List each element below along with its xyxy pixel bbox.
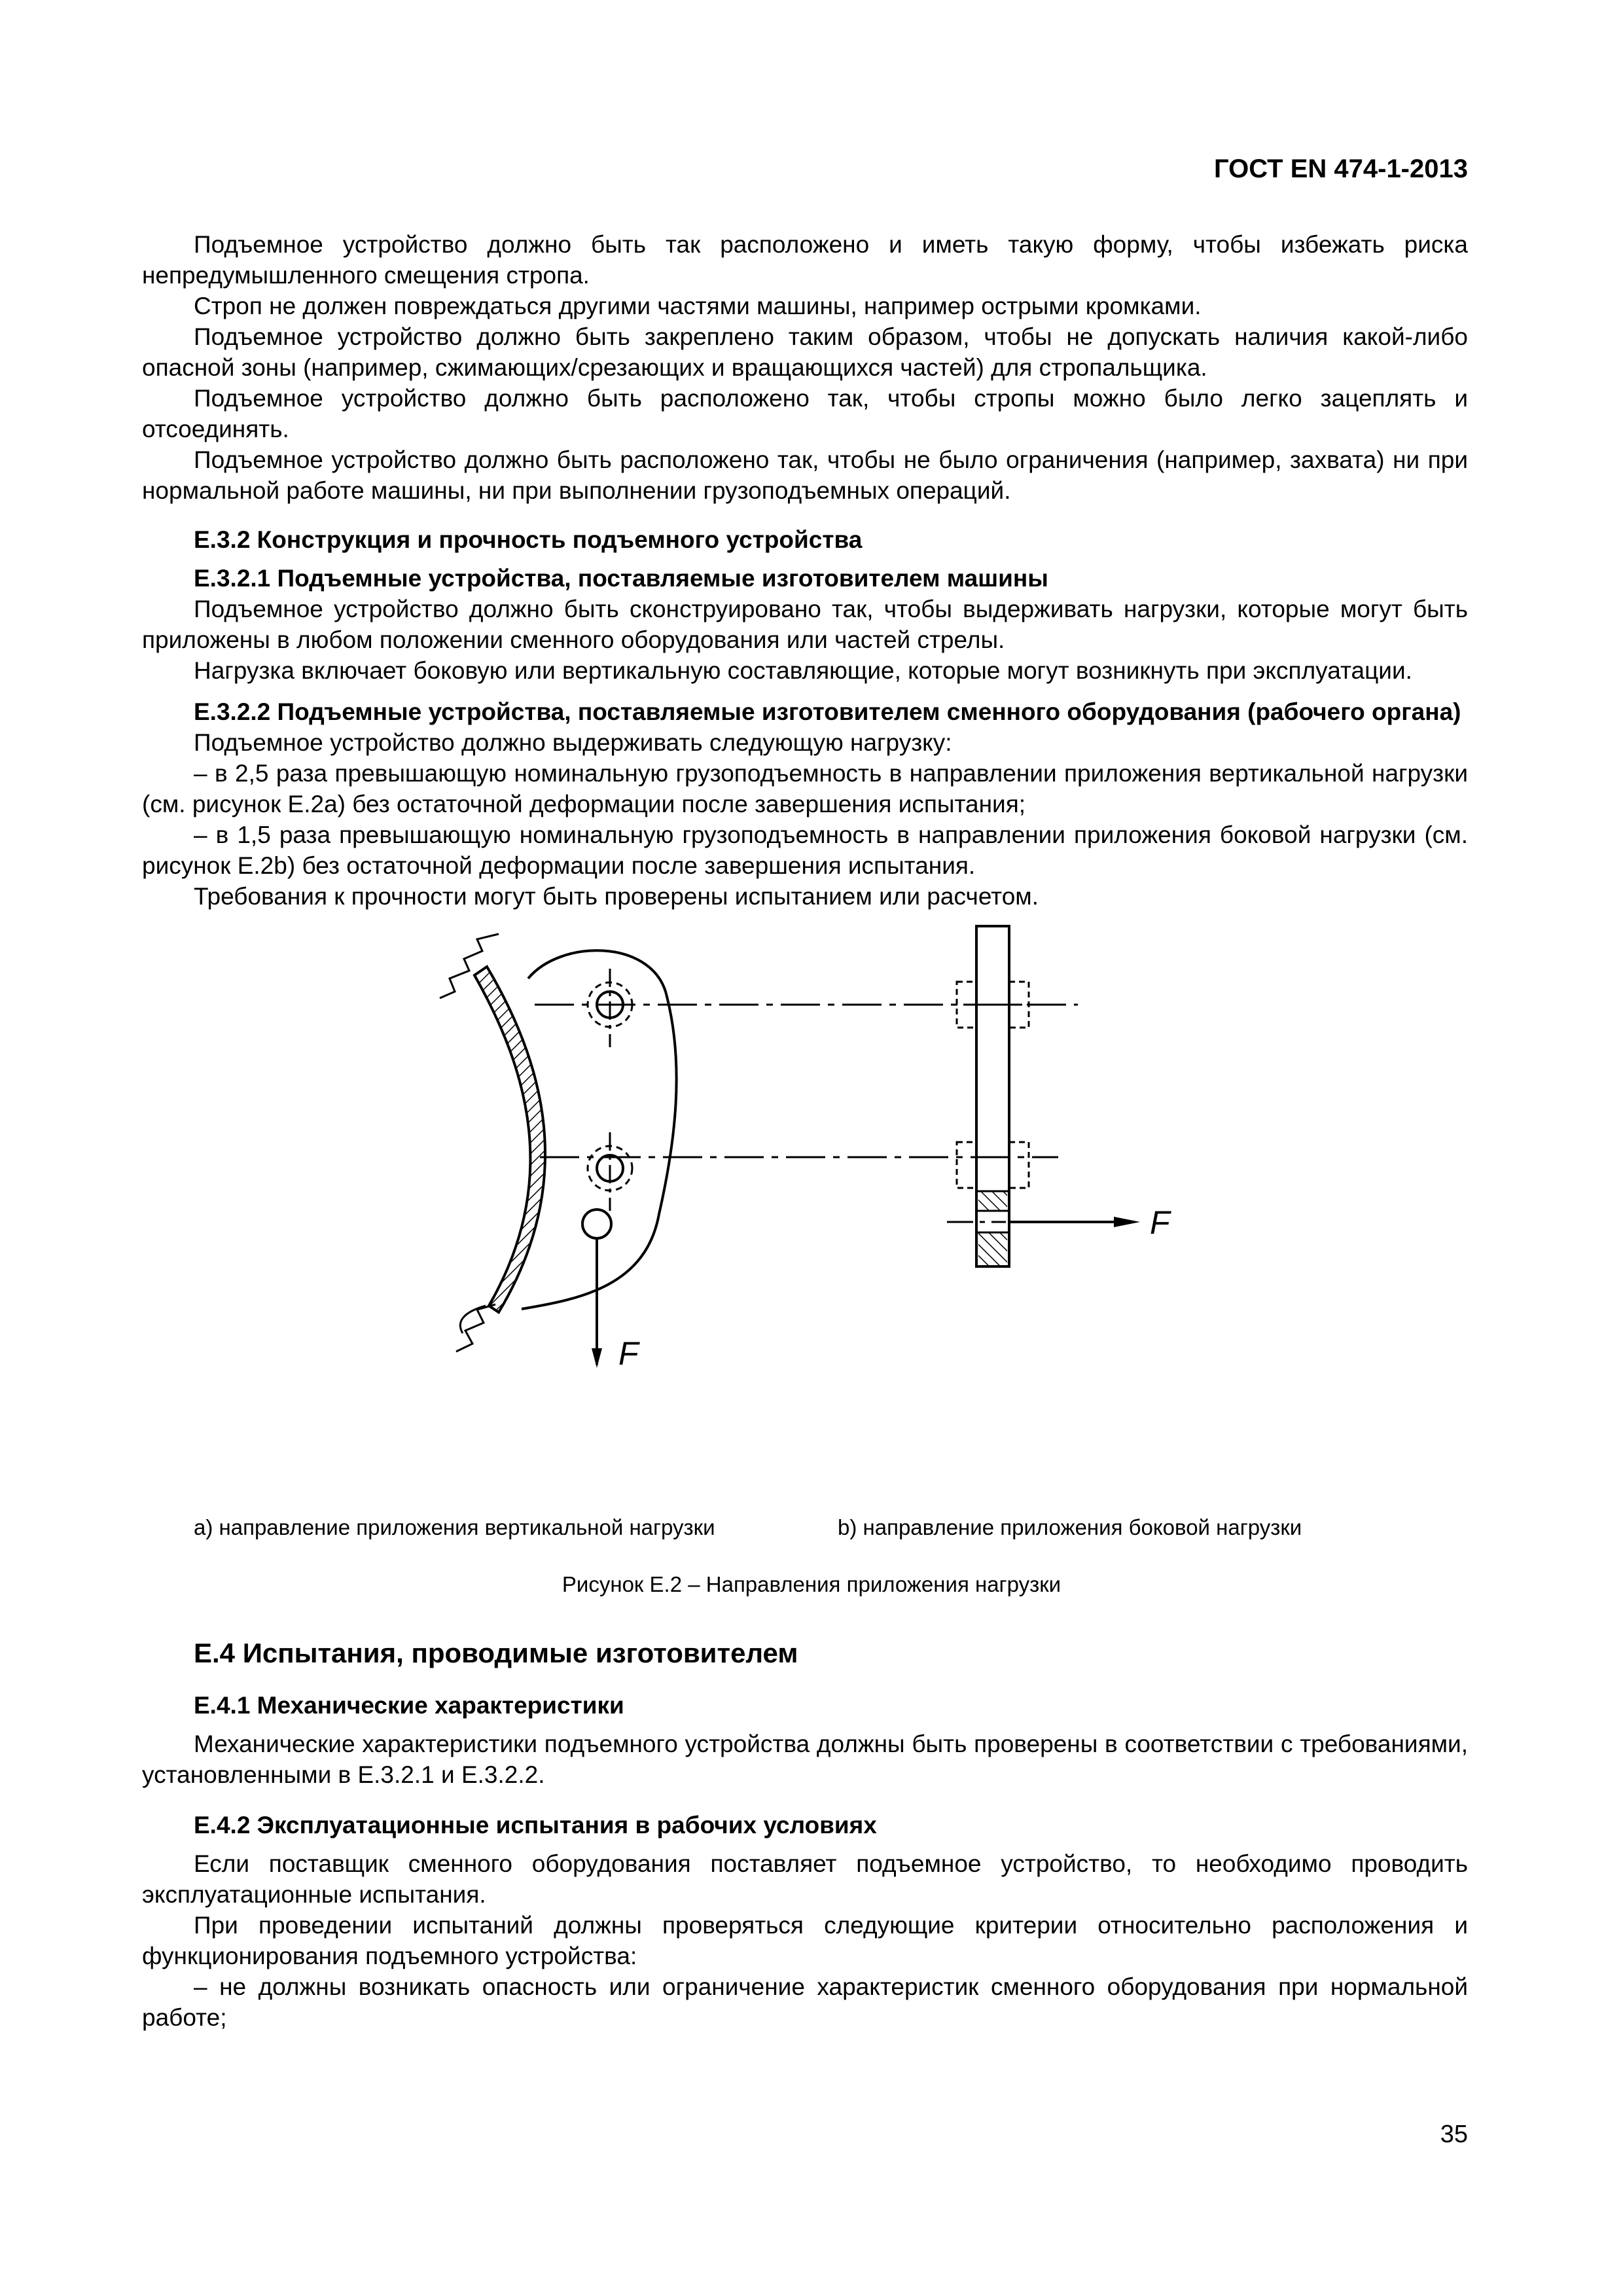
list-item: – не должны возникать опасность или ограничение характеристик сменного оборудования при нормальной работе;	[142, 1973, 1468, 2031]
section-heading-e321: Е.3.2.1 Подъемные устройства, поставляемые изготовителем машины	[194, 565, 1048, 592]
section-heading-e41: Е.4.1 Механические характеристики	[194, 1692, 624, 1719]
document-code: ГОСТ EN 474-1-2013	[1214, 154, 1468, 183]
main-text	[142, 229, 1468, 1381]
lifting-point-drawing	[142, 920, 1468, 1381]
force-label-vertical: F	[618, 1335, 639, 1372]
section-heading-e42: Е.4.2 Эксплуатационные испытания в рабочих условиях	[194, 1812, 877, 1839]
paragraph: Механические характеристики подъемного устройства должны быть проверены в соответствии с требованиями, установленными в Е.3.2.1 и Е.3.2.2.	[142, 1731, 1468, 1788]
section-heading-e32: Е.3.2 Конструкция и прочность подъемного устройства	[194, 526, 863, 553]
paragraph: Требования к прочности могут быть проверены испытанием или расчетом.	[194, 883, 1039, 910]
force-label-horizontal: F	[1150, 1204, 1170, 1241]
figure-e2	[142, 920, 1468, 1381]
lower-bolt-side-right	[1009, 1142, 1029, 1188]
list-item: – в 1,5 раза превышающую номинальную грузоподъемность в направлении приложения боковой нагрузки (см. рисунок Е.2b) без остаточной деформации после завершения испытания.	[142, 821, 1468, 879]
section-heading-e4: Е.4 Испытания, проводимые изготовителем	[194, 1638, 798, 1668]
force-arrow-horizontal	[1114, 1217, 1140, 1227]
curved-plate-section	[474, 967, 545, 1312]
paragraph: Подъемное устройство должно быть расположено так, чтобы стропы можно было легко зацеплять и отсоединять.	[142, 385, 1468, 442]
paragraph: Подъемное устройство должно быть так расположено и иметь такую форму, чтобы избежать риска непредумышленного смещения стропа.	[142, 231, 1468, 289]
page-number: 35	[1440, 2121, 1468, 2148]
paragraph: Подъемное устройство должно быть расположено так, чтобы не было ограничения (например, захвата) ни при нормальной работе машины, ни при выполнении грузоподъемных операций.	[142, 446, 1468, 504]
section-heading-e322: Е.3.2.2 Подъемные устройства, поставляемые изготовителем сменного оборудования (рабочего органа)	[194, 698, 1461, 725]
paragraph: При проведении испытаний должны проверяться следующие критерии относительно расположения и функционирования подъемного устройства:	[142, 1912, 1468, 1969]
paragraph: Подъемное устройство должно быть закреплено таким образом, чтобы не допускать наличия какой-либо опасной зоны (например, сжимающих/срезающих и вращающихся частей) для стропальщика.	[142, 323, 1468, 381]
subcaption-b: b) направление приложения боковой нагрузки	[838, 1515, 1302, 1539]
side-view-plate	[976, 926, 1009, 1266]
paragraph: Подъемное устройство должно выдерживать следующую нагрузку:	[194, 729, 952, 756]
subcaption-a: а) направление приложения вертикальной нагрузки	[194, 1515, 715, 1539]
list-item: – в 2,5 раза превышающую номинальную грузоподъемность в направлении приложения вертикальной нагрузки (см. рисунок Е.2а) без остаточной деформации после завершения испытания;	[142, 760, 1468, 817]
paragraph: Строп не должен повреждаться другими частями машины, например острыми кромками.	[194, 293, 1202, 319]
force-arrow-vertical	[592, 1348, 602, 1368]
broken-edge-bottom	[456, 1304, 495, 1352]
paragraph: Если поставщик сменного оборудования поставляет подъемное устройство, то необходимо проводить эксплуатационные испытания.	[142, 1850, 1468, 1908]
main-text-continued	[142, 1636, 1468, 2033]
lower-bolt-side-left	[957, 1142, 976, 1188]
paragraph: Подъемное устройство должно быть сконструировано так, чтобы выдерживать нагрузки, которые могут быть приложены в любом положении сменного оборудования или частей стрелы.	[142, 596, 1468, 653]
figure-caption: Рисунок Е.2 – Направления приложения нагрузки	[562, 1572, 1061, 1596]
lifting-hole	[582, 1210, 611, 1238]
paragraph: Нагрузка включает боковую или вертикальную составляющие, которые могут возникнуть при эксплуатации.	[194, 657, 1412, 684]
